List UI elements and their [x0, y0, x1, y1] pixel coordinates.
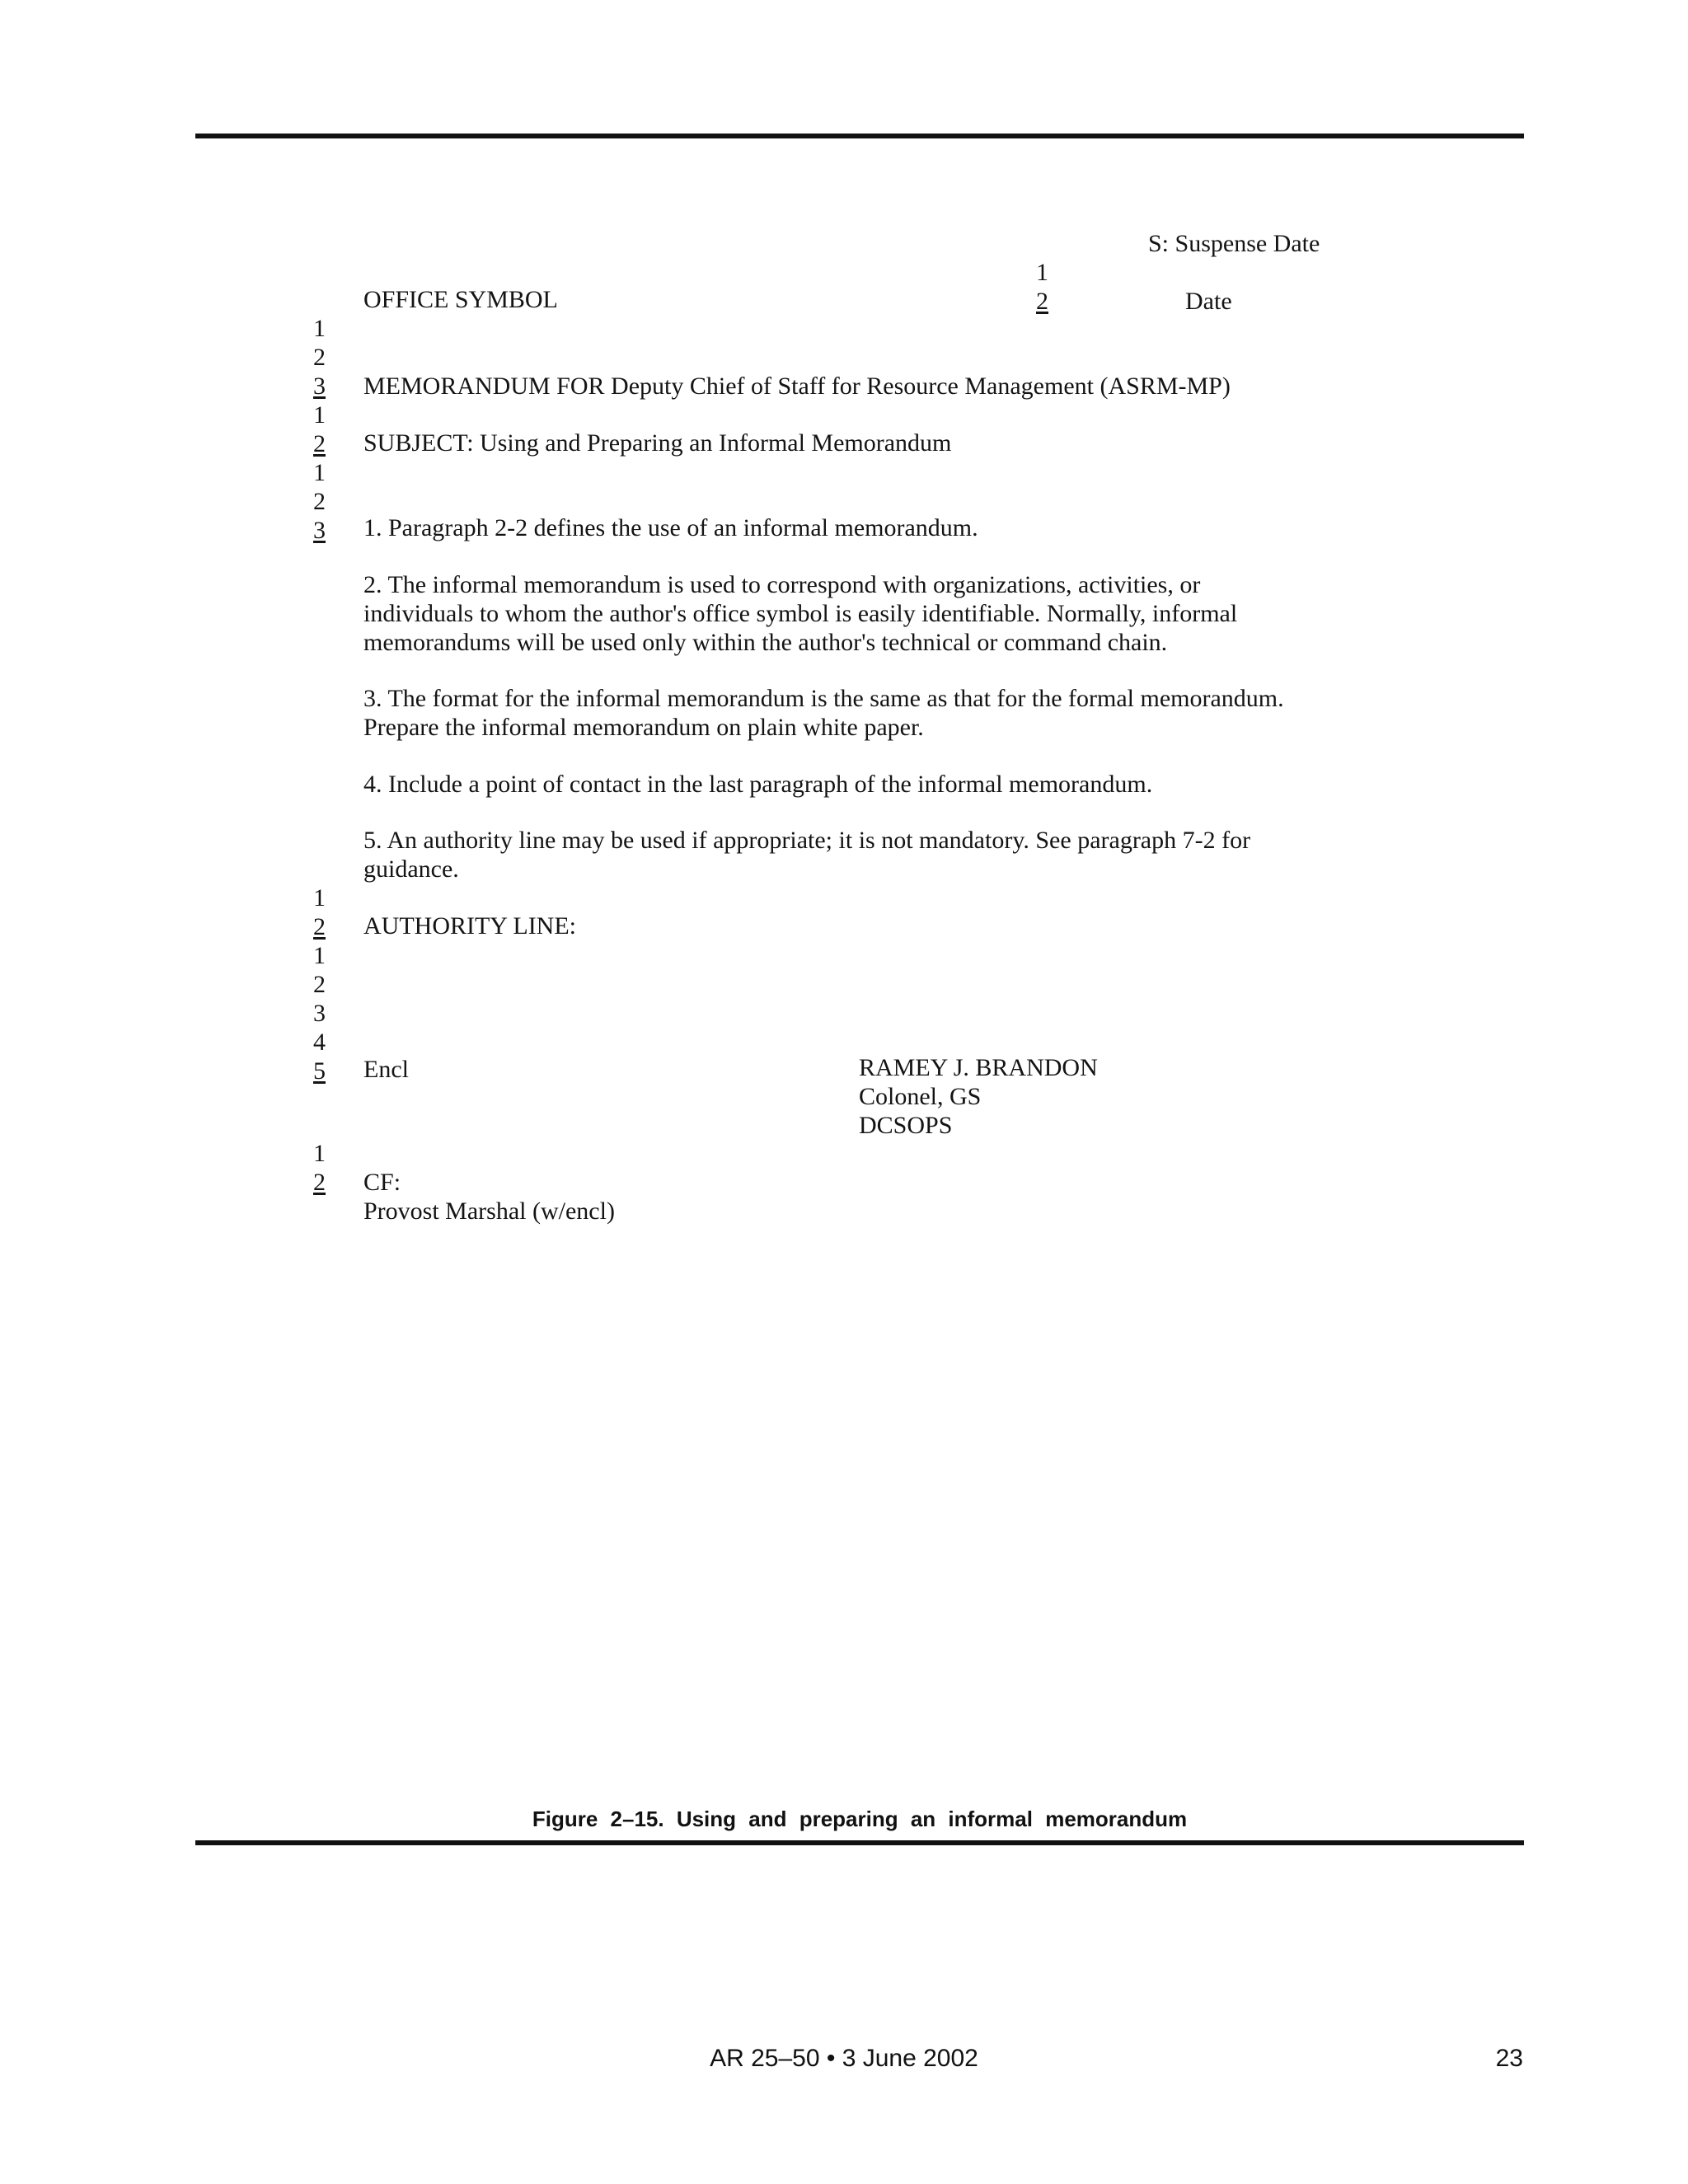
- paragraph-line: individuals to whom the author's office symbol is easily identifiable. Normally, informal: [363, 600, 1238, 627]
- paragraph-line: guidance.: [363, 855, 459, 883]
- enclosure-label: Encl: [363, 1056, 409, 1083]
- spacing-mark: 2: [313, 488, 326, 515]
- page-number: 23: [1495, 2045, 1523, 2072]
- paragraph-line: 5. An authority line may be used if appropriate; it is not mandatory. See paragraph 7-2 for: [363, 827, 1251, 854]
- memo-date: Date: [1185, 288, 1232, 315]
- paragraph-line: memorandums will be used only within the author's technical or command chain.: [363, 629, 1168, 656]
- signature-name: RAMEY J. BRANDON: [859, 1054, 1098, 1081]
- suspense-date: S: Suspense Date: [1148, 230, 1320, 257]
- spacing-marks-authority: [313, 883, 333, 1085]
- cf-recipient: Provost Marshal (w/encl): [363, 1197, 615, 1225]
- paragraph-line: 2. The informal memorandum is used to correspond with organizations, activities, or: [363, 571, 1201, 598]
- paragraph-line: 3. The format for the informal memorandum is the same as that for the formal memorandum.: [363, 685, 1284, 712]
- signature-rank: Colonel, GS: [859, 1083, 982, 1110]
- spacing-mark: 2: [313, 913, 326, 940]
- figure-caption: Figure 2–15. Using and preparing an informal memorandum: [532, 1807, 1188, 1831]
- spacing-mark: 2: [313, 1169, 326, 1196]
- office-symbol: OFFICE SYMBOL: [363, 286, 558, 313]
- spacing-mark: 1: [313, 459, 326, 486]
- spacing-mark: 1: [313, 942, 326, 969]
- paragraph-line: 4. Include a point of contact in the last paragraph of the informal memorandum.: [363, 771, 1153, 798]
- spacing-mark: 1: [1036, 259, 1048, 286]
- signature-office: DCSOPS: [859, 1112, 953, 1139]
- spacing-mark: 3: [313, 517, 326, 544]
- spacing-mark: 1: [313, 1140, 326, 1167]
- paragraph-line: 1. Paragraph 2-2 defines the use of an informal memorandum.: [363, 514, 978, 541]
- date-spacing-marks: [1036, 258, 1056, 316]
- memorandum-for-line: MEMORANDUM FOR Deputy Chief of Staff for Resource Management (ASRM-MP): [363, 373, 1231, 400]
- subject-line: SUBJECT: Using and Preparing an Informal Memorandum: [363, 429, 952, 457]
- spacing-mark: 4: [313, 1029, 326, 1056]
- publication-footer: AR 25–50 • 3 June 2002: [710, 2045, 978, 2072]
- paragraph-2: [363, 570, 1386, 657]
- spacing-mark: 5: [313, 1057, 326, 1085]
- spacing-mark: 1: [313, 315, 326, 342]
- bottom-rule: [195, 1840, 1524, 1845]
- spacing-marks-top: [313, 314, 333, 545]
- spacing-mark: 3: [313, 373, 326, 400]
- spacing-mark: 1: [313, 401, 326, 429]
- paragraph-1: [363, 513, 1386, 542]
- spacing-mark: 1: [313, 884, 326, 912]
- spacing-mark: 2: [313, 344, 326, 371]
- spacing-mark: 3: [313, 1000, 326, 1027]
- spacing-mark: 2: [1036, 288, 1048, 315]
- top-rule: [195, 134, 1524, 138]
- cf-label: CF:: [363, 1169, 401, 1196]
- spacing-mark: 2: [313, 430, 326, 457]
- paragraph-line: Prepare the informal memorandum on plain white paper.: [363, 714, 924, 741]
- paragraph-3: [363, 684, 1386, 742]
- spacing-mark: 2: [313, 971, 326, 998]
- paragraph-5: [363, 826, 1386, 883]
- paragraph-4: [363, 770, 1386, 799]
- authority-line: AUTHORITY LINE:: [363, 912, 577, 940]
- spacing-marks-cf: [313, 1139, 333, 1197]
